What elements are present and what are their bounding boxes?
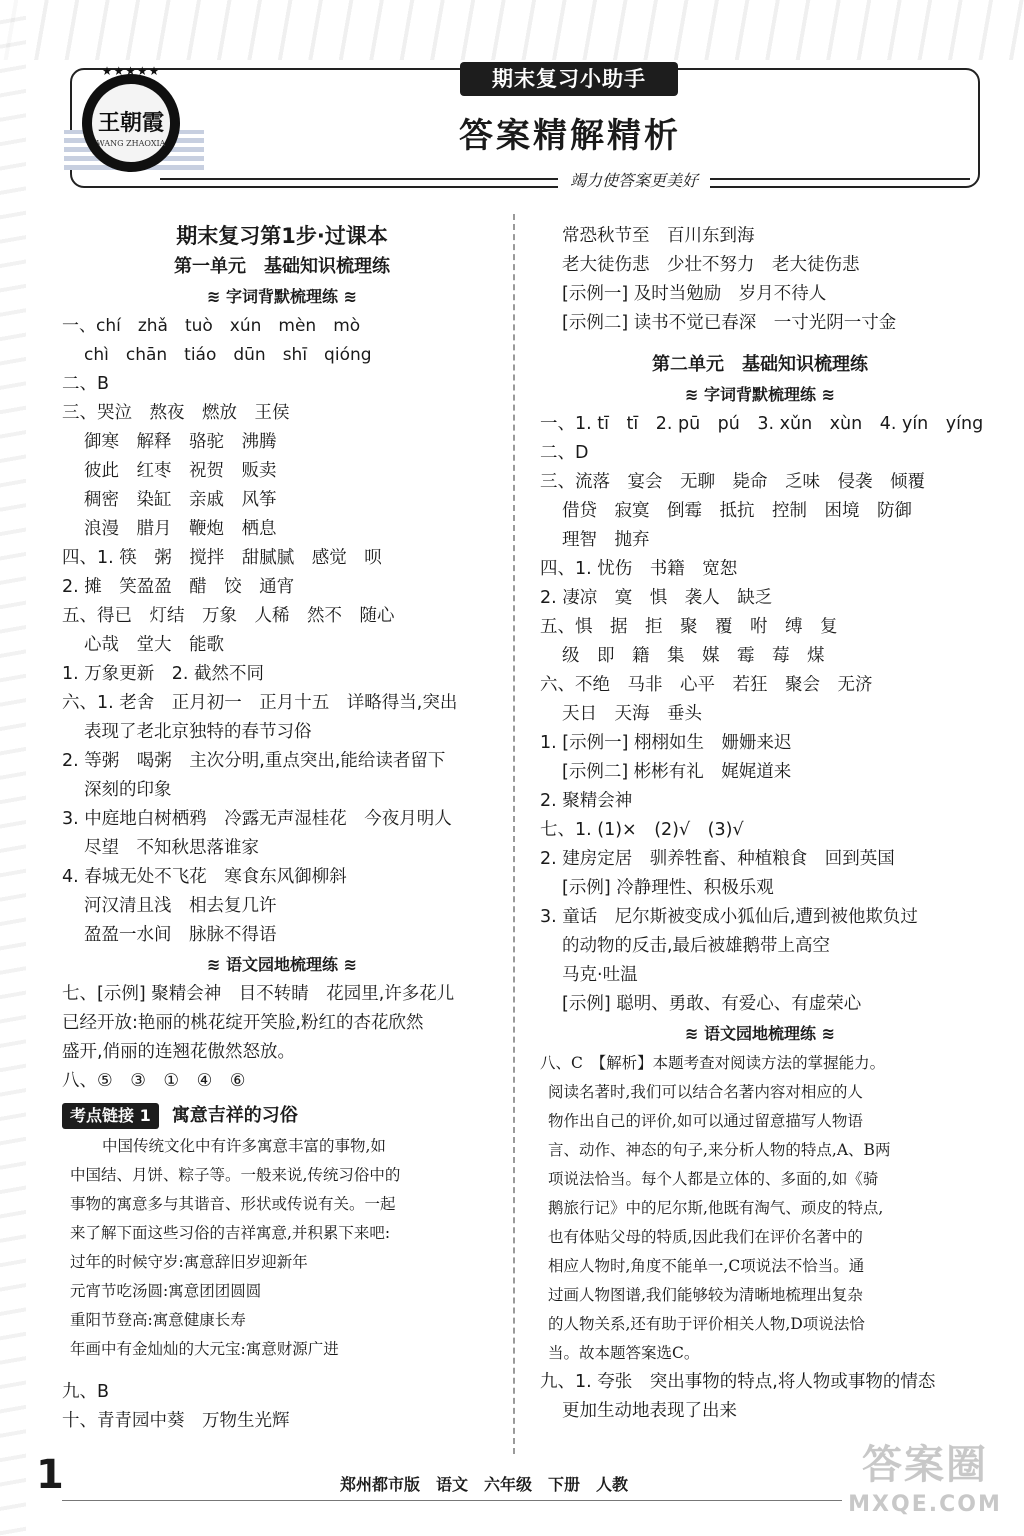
answer-line: 二、B bbox=[62, 374, 110, 394]
answer-line: 3. 童话 尼尔斯被变成小狐仙后,遭到被他欺负过 bbox=[540, 907, 918, 927]
answer-line: 4. 春城无处不飞花 寒食东风御柳斜 bbox=[62, 867, 347, 887]
note-line: 当。故本题答案选C。 bbox=[548, 1344, 700, 1362]
note-line: 重阳节登高:寓意健康长寿 bbox=[70, 1311, 246, 1329]
answer-line: [示例二] 彬彬有礼 娓娓道来 bbox=[562, 762, 792, 782]
watermark-title: 答案圈 bbox=[862, 1442, 988, 1488]
answer-line: chì chān tiáo dūn shī qióng bbox=[84, 345, 372, 365]
answer-line: 理智 抛弃 bbox=[562, 530, 650, 550]
answer-line: 常恐秋节至 百川东到海 bbox=[562, 226, 755, 246]
answer-line: 1. 万象更新 2. 截然不同 bbox=[62, 664, 265, 684]
right-column bbox=[540, 222, 984, 1426]
answer-line: 深刻的印象 bbox=[84, 780, 172, 800]
note-line: 年画中有金灿灿的大元宝:寓意财源广进 bbox=[70, 1340, 339, 1358]
answer-line: 2. 建房定居 驯养牲畜、种植粮食 回到英国 bbox=[540, 849, 895, 869]
top-decoration bbox=[0, 0, 1024, 60]
answer-line: [示例] 冷静理性、积极乐观 bbox=[562, 878, 774, 898]
page-number: 1 bbox=[36, 1452, 64, 1498]
answer-line: 老大徒伤悲 少壮不努力 老大徒伤悲 bbox=[562, 255, 860, 275]
answer-line: 1. [示例一] 栩栩如生 姗姗来迟 bbox=[540, 733, 792, 753]
answer-line: 2. 等粥 喝粥 主次分明,重点突出,能给读者留下 bbox=[62, 751, 446, 771]
footer-info: 郑州都市版 语文 六年级 下册 人教 bbox=[340, 1475, 629, 1494]
answer-line: 借贷 寂寞 倒霉 抵抗 控制 困境 防御 bbox=[562, 501, 912, 521]
answer-line: 彼此 红枣 祝贺 贩卖 bbox=[84, 461, 277, 481]
subsection-heading: ≋ 字词背默梳理练 ≋ bbox=[685, 385, 835, 404]
link-title: 寓意吉祥的习俗 bbox=[171, 1104, 298, 1126]
note-line: 过画人物图谱,我们能够较为清晰地梳理出复杂 bbox=[548, 1286, 863, 1304]
answer-line: 九、1. 夸张 突出事物的特点,将人物或事物的情态 bbox=[540, 1372, 936, 1392]
note-line: 的人物关系,还有助于评价相关人物,D项说法恰 bbox=[548, 1315, 865, 1333]
answer-line: 马克·吐温 bbox=[562, 965, 638, 985]
note-line: 鹅旅行记》中的尼尔斯,他既有淘气、顽皮的特点, bbox=[548, 1199, 884, 1217]
answer-line: 四、1. 筷 粥 搅拌 甜腻腻 感觉 呗 bbox=[62, 548, 382, 568]
column-divider bbox=[513, 214, 515, 1454]
answer-line: 2. 摊 笑盈盈 醋 饺 通宵 bbox=[62, 577, 295, 597]
knowledge-link bbox=[62, 1098, 502, 1132]
left-column bbox=[62, 220, 502, 1436]
answer-line: 已经开放:艳丽的桃花绽开笑脸,粉红的杏花欣然 bbox=[62, 1013, 424, 1033]
note-line: 相应人物时,角度不能单一,C项说法不恰当。通 bbox=[548, 1257, 865, 1275]
subsection-heading: ≋ 语文园地梳理练 ≋ bbox=[207, 955, 357, 974]
answer-line: 六、1. 老舍 正月初一 正月十五 详略得当,突出 bbox=[62, 693, 458, 713]
note-line: 事物的寓意多与其谐音、形状或传说有关。一起 bbox=[70, 1195, 396, 1213]
note-line: 过年的时候守岁:寓意辞旧岁迎新年 bbox=[70, 1253, 308, 1271]
header-tab: 期末复习小助手 bbox=[460, 62, 678, 96]
answer-line: [示例一] 及时当勉励 岁月不待人 bbox=[562, 284, 827, 304]
logo-subtext: WANG ZHAOXIA bbox=[96, 139, 166, 148]
answer-line: 尽望 不知秋思落谁家 bbox=[84, 838, 259, 858]
note-line: 物作出自己的评价,如可以通过留意描写人物语 bbox=[548, 1112, 863, 1130]
note-line: 阅读名著时,我们可以结合名著内容对相应的人 bbox=[548, 1083, 863, 1101]
answer-line: [示例二] 读书不觉已春深 一寸光阴一寸金 bbox=[562, 313, 897, 333]
note-line: 中国传统文化中有许多寓意丰富的事物,如 bbox=[102, 1137, 386, 1155]
answer-line: 河汉清且浅 相去复几许 bbox=[84, 896, 277, 916]
logo-stars-icon: ★★★★★ bbox=[101, 64, 161, 78]
answer-line: 七、[示例] 聚精会神 目不转睛 花园里,许多花儿 bbox=[62, 984, 455, 1004]
note-line: 言、动作、神态的句子,来分析人物的特点,A、B两 bbox=[548, 1141, 891, 1159]
answer-line: 盛开,俏丽的连翘花傲然怒放。 bbox=[62, 1042, 296, 1062]
answer-line: 一、chí zhǎ tuò xún mèn mò bbox=[62, 316, 361, 336]
answer-line: 2. 聚精会神 bbox=[540, 791, 633, 811]
answer-line: 表现了老北京独特的春节习俗 bbox=[84, 722, 312, 742]
subsection-heading: ≋ 语文园地梳理练 ≋ bbox=[685, 1024, 835, 1043]
footer-divider bbox=[62, 1500, 842, 1501]
answer-line: 五、惧 据 拒 聚 覆 咐 缚 复 bbox=[540, 617, 838, 637]
answer-line: 五、得已 灯结 万象 人稀 然不 随心 bbox=[62, 606, 395, 626]
watermark-url: MXQE.COM bbox=[848, 1492, 1002, 1517]
answer-line: 三、流落 宴会 无聊 毙命 乏味 侵袭 倾覆 bbox=[540, 472, 925, 492]
left-decoration bbox=[0, 0, 26, 1536]
answer-line: 的动物的反击,最后被雄鹅带上高空 bbox=[562, 936, 831, 956]
note-line: 来了解下面这些习俗的吉祥寓意,并积累下来吧: bbox=[70, 1224, 391, 1242]
note-line: 中国结、月饼、粽子等。一般来说,传统习俗中的 bbox=[70, 1166, 401, 1184]
subsection-heading: ≋ 字词背默梳理练 ≋ bbox=[207, 287, 357, 306]
answer-line: 2. 凄凉 寞 惧 袭人 缺乏 bbox=[540, 588, 773, 608]
answer-line: 八、⑤ ③ ① ④ ⑥ bbox=[62, 1071, 246, 1091]
answer-line: 二、D bbox=[540, 443, 589, 463]
link-badge: 考点链接 1 bbox=[62, 1103, 159, 1129]
answer-line: 浪漫 腊月 鞭炮 栖息 bbox=[84, 519, 277, 539]
answer-line: 一、1. tī tī 2. pū pú 3. xǔn xùn 4. yín yíng bbox=[540, 414, 984, 434]
answer-line: 九、B bbox=[62, 1382, 110, 1402]
note-line: 项说法恰当。每个人都是立体的、多面的,如《骑 bbox=[548, 1170, 879, 1188]
answer-line: 级 即 籍 集 媒 霉 莓 煤 bbox=[562, 646, 825, 666]
unit-heading: 第一单元 基础知识梳理练 bbox=[174, 256, 390, 277]
unit-heading: 第二单元 基础知识梳理练 bbox=[652, 354, 868, 375]
answer-line: 御寒 解释 骆驼 沸腾 bbox=[84, 432, 277, 452]
answer-line: 稠密 染缸 亲戚 风筝 bbox=[84, 490, 277, 510]
page-title: 答案精解精析 bbox=[459, 116, 681, 156]
answer-line: 三、哭泣 熬夜 燃放 王侯 bbox=[62, 403, 290, 423]
header-slogan: 竭力使答案更美好 bbox=[558, 168, 710, 191]
answer-line: [示例] 聪明、勇敢、有爱心、有虚荣心 bbox=[562, 994, 862, 1014]
note-line: 也有体贴父母的特质,因此我们在评价名著中的 bbox=[548, 1228, 863, 1246]
note-line: 八、C 【解析】本题考查对阅读方法的掌握能力。 bbox=[540, 1054, 886, 1072]
answer-line: 六、不绝 马非 心平 若狂 聚会 无济 bbox=[540, 675, 873, 695]
answer-line: 七、1. (1)× (2)√ (3)√ bbox=[540, 820, 744, 840]
watermark bbox=[840, 1440, 1010, 1530]
answer-line: 3. 中庭地白树栖鸦 冷露无声湿桂花 今夜月明人 bbox=[62, 809, 452, 829]
answer-line: 四、1. 忧伤 书籍 宽恕 bbox=[540, 559, 738, 579]
answer-line: 更加生动地表现了出来 bbox=[562, 1401, 737, 1421]
logo-inner bbox=[92, 84, 170, 162]
answer-line: 心哉 堂大 能歌 bbox=[84, 635, 224, 655]
note-line: 元宵节吃汤圆:寓意团团圆圆 bbox=[70, 1282, 262, 1300]
logo-text: 王朝霞 bbox=[97, 110, 164, 136]
section-title: 期末复习第1步·过课本 bbox=[176, 224, 388, 248]
answer-line: 天日 天海 垂头 bbox=[562, 704, 702, 724]
answer-line: 十、青青园中葵 万物生光辉 bbox=[62, 1411, 290, 1431]
answer-line: 盈盈一水间 脉脉不得语 bbox=[84, 925, 277, 945]
